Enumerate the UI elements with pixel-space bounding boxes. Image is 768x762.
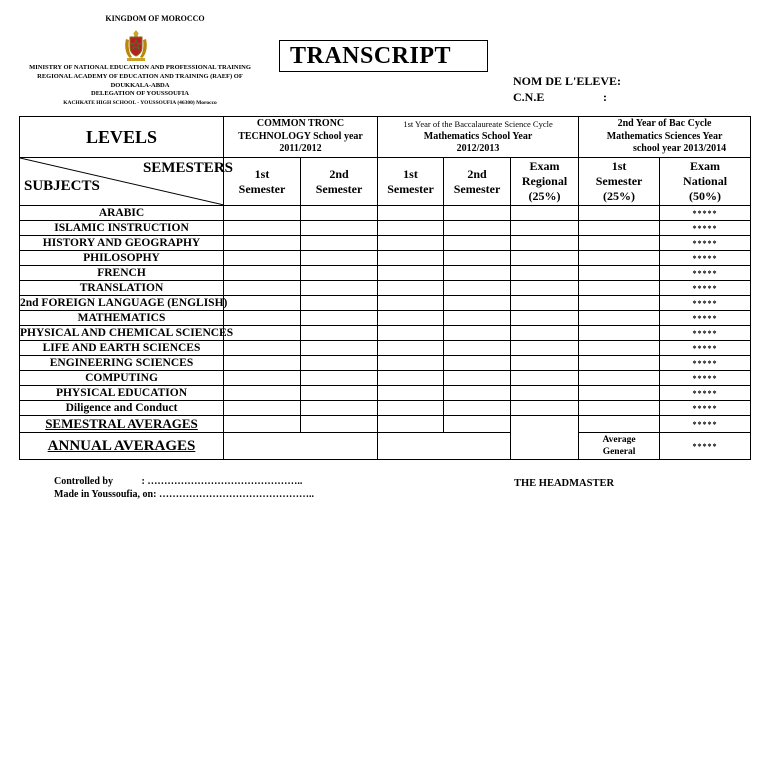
- grade-cell: [301, 296, 378, 311]
- header-g2-exam-word: Exam: [529, 159, 560, 173]
- grade-cell: [579, 401, 660, 416]
- stars-cell: *****: [660, 266, 751, 281]
- average-general-label: [579, 433, 660, 460]
- subject-name: HISTORY AND GEOGRAPHY: [20, 236, 224, 251]
- grade-cell: [301, 251, 378, 266]
- semesters-label: SEMESTERS: [142, 160, 233, 176]
- grade-cell: [444, 236, 511, 251]
- subject-rows: [20, 206, 751, 416]
- grade-cell: [511, 401, 579, 416]
- made-in-label: Made in Youssoufia, on:: [54, 489, 157, 500]
- grade-cell: [579, 251, 660, 266]
- grade-cell: [301, 311, 378, 326]
- grade-cell: [301, 281, 378, 296]
- header-g2-s2-word: Semester: [453, 181, 501, 196]
- grade-cell: [301, 401, 378, 416]
- grade-cell: [378, 311, 444, 326]
- subject-name: FRENCH: [20, 266, 224, 281]
- grade-cell: [511, 326, 579, 341]
- stars-cell: *****: [660, 206, 751, 221]
- grade-cell: [224, 416, 301, 433]
- header-g3-s1-word: Semester: [595, 174, 643, 188]
- subject-row: [20, 281, 751, 296]
- kingdom-title: KINGDOM OF MOROCCO: [105, 14, 205, 23]
- grade-cell: [511, 356, 579, 371]
- student-info: [513, 73, 663, 105]
- grade-cell: [224, 236, 301, 251]
- subject-row: [20, 371, 751, 386]
- header-g3-s1: [579, 158, 660, 206]
- stars-cell: *****: [660, 433, 751, 460]
- header-g3-s1-weight: (25%): [603, 189, 636, 203]
- grade-cell: [301, 416, 378, 433]
- stars-cell: *****: [660, 281, 751, 296]
- subject-row: [20, 326, 751, 341]
- header-g2-s1-word: Semester: [387, 181, 434, 196]
- subject-name: COMPUTING: [20, 371, 224, 386]
- semesters-subjects-corner: [20, 158, 233, 206]
- stars-cell: *****: [660, 236, 751, 251]
- average-general-line2: General: [602, 447, 636, 457]
- level-first-bac: [378, 117, 579, 158]
- stars-cell: *****: [660, 371, 751, 386]
- level-common-tronc-year: 2011/2012: [279, 143, 322, 155]
- level-second-bac-line1: 2nd Year of Bac Cycle: [617, 118, 712, 130]
- annual-average-cell-g2: [378, 433, 511, 460]
- student-name-row: [513, 73, 663, 89]
- subject-row: [20, 311, 751, 326]
- stars-cell: *****: [660, 356, 751, 371]
- grade-cell: [301, 326, 378, 341]
- subject-name: TRANSLATION: [20, 281, 224, 296]
- grade-cell: [301, 356, 378, 371]
- stars-cell: *****: [660, 401, 751, 416]
- headmaster-signature-label: THE HEADMASTER: [514, 478, 615, 489]
- grade-cell: [579, 281, 660, 296]
- grade-cell: [444, 341, 511, 356]
- grade-cell: [224, 206, 301, 221]
- grade-cell: [511, 221, 579, 236]
- grade-cell: [224, 401, 301, 416]
- annual-average-cell-g1: [224, 433, 378, 460]
- academy-line: REGIONAL ACADEMY OF EDUCATION AND TRAINING (RAEF) OF: [37, 72, 243, 80]
- grade-cell: [378, 236, 444, 251]
- header-g2-exam-type: Regional: [521, 174, 568, 188]
- grade-cell: [579, 356, 660, 371]
- subject-row: [20, 386, 751, 401]
- grade-cell: [378, 221, 444, 236]
- grade-cell: [444, 221, 511, 236]
- ministry-block: [10, 64, 270, 108]
- subject-row: [20, 401, 751, 416]
- grade-cell: [444, 386, 511, 401]
- grade-cell: [224, 341, 301, 356]
- subject-row: [20, 221, 751, 236]
- header-g2-s1-num: 1st: [403, 166, 418, 181]
- grade-cell: [579, 236, 660, 251]
- stars-cell: *****: [660, 326, 751, 341]
- grade-cell: [511, 236, 579, 251]
- student-name-label: NOM DE L'ELEVE:: [513, 74, 622, 88]
- stars-cell: *****: [660, 311, 751, 326]
- grade-cell: [579, 371, 660, 386]
- header-g3-exam: [660, 158, 751, 206]
- subjects-label: SUBJECTS: [24, 178, 100, 194]
- grade-cell: [444, 281, 511, 296]
- grade-cell: [224, 311, 301, 326]
- grade-cell: [378, 281, 444, 296]
- stars-cell: *****: [660, 251, 751, 266]
- grade-cell: [224, 356, 301, 371]
- grade-cell: [224, 371, 301, 386]
- grade-cell: [444, 206, 511, 221]
- grade-cell: [378, 266, 444, 281]
- grade-cell: [224, 281, 301, 296]
- subject-name: ISLAMIC INSTRUCTION: [20, 221, 224, 236]
- header-g1-s1-word: Semester: [238, 181, 286, 196]
- grade-cell: [579, 206, 660, 221]
- school-line: KACHKATE HIGH SCHOOL - YOUSSOUFIA (46300) Morocco: [63, 100, 217, 107]
- grade-cell: [224, 251, 301, 266]
- document-title: TRANSCRIPT: [279, 40, 488, 72]
- grade-cell: [579, 326, 660, 341]
- grade-cell: [511, 341, 579, 356]
- grade-cell: [301, 371, 378, 386]
- subject-row: [20, 356, 751, 371]
- subject-name: PHYSICAL EDUCATION: [20, 386, 224, 401]
- grade-cell: [301, 341, 378, 356]
- subject-row: [20, 206, 751, 221]
- average-general-line1: Average: [602, 435, 636, 445]
- grade-cell: [579, 221, 660, 236]
- grade-cell: [378, 326, 444, 341]
- grade-cell: [301, 221, 378, 236]
- level-common-tronc: [224, 117, 378, 158]
- header-g2-s2-num: 2nd: [467, 166, 487, 181]
- stars-cell: *****: [660, 416, 751, 433]
- grade-cell: [378, 251, 444, 266]
- level-second-bac-year: school year 2013/2014: [632, 143, 727, 155]
- grade-cell: [224, 266, 301, 281]
- stars-cell: *****: [660, 296, 751, 311]
- exam-regional-average-cell: [511, 416, 579, 460]
- level-first-bac-year: 2012/2013: [456, 143, 500, 155]
- header-g1-s2-num: 2nd: [329, 166, 349, 181]
- subject-name: PHYSICAL AND CHEMICAL SCIENCES: [20, 326, 234, 339]
- grade-cell: [301, 266, 378, 281]
- header-g1-s1: [224, 158, 301, 206]
- header-g1-s2: [301, 158, 378, 206]
- subject-name: 2nd FOREIGN LANGUAGE (ENGLISH): [20, 296, 228, 309]
- subject-row: [20, 236, 751, 251]
- header-g2-exam: [511, 158, 579, 206]
- grade-cell: [511, 206, 579, 221]
- grade-cell: [511, 296, 579, 311]
- footer-signature-block: [54, 475, 314, 501]
- moroccan-coat-of-arms-icon: [118, 27, 154, 63]
- grade-cell: [579, 296, 660, 311]
- cne-row: [513, 89, 663, 105]
- grade-cell: [511, 281, 579, 296]
- grade-cell: [378, 296, 444, 311]
- subject-row: [20, 266, 751, 281]
- header-g2-s1: [378, 158, 444, 206]
- cne-separator: :: [603, 90, 607, 104]
- grade-cell: [224, 386, 301, 401]
- grade-cell: [579, 311, 660, 326]
- grade-cell: [301, 206, 378, 221]
- cne-label: C.N.E: [513, 90, 545, 104]
- grade-cell: [579, 386, 660, 401]
- grade-cell: [301, 236, 378, 251]
- header-g1-s1-num: 1st: [254, 166, 270, 181]
- stars-cell: *****: [660, 221, 751, 236]
- subject-name: ENGINEERING SCIENCES: [20, 356, 224, 371]
- grade-cell: [301, 386, 378, 401]
- level-first-bac-line1: 1st Year of the Baccalaureate Science Cycle: [403, 119, 553, 130]
- grade-cell: [444, 311, 511, 326]
- grade-cell: [378, 416, 444, 433]
- made-in-row: [54, 488, 314, 501]
- grade-cell: [444, 416, 511, 433]
- grade-cell: [444, 251, 511, 266]
- stars-cell: *****: [660, 386, 751, 401]
- grade-cell: [444, 401, 511, 416]
- grade-cell: [444, 356, 511, 371]
- header-g3-s1-num: 1st: [611, 159, 627, 173]
- grade-cell: [444, 296, 511, 311]
- grade-cell: [444, 326, 511, 341]
- stars-cell: *****: [660, 341, 751, 356]
- subject-name: Diligence and Conduct: [20, 401, 224, 416]
- grade-cell: [224, 326, 301, 341]
- header-g3-exam-type: National: [683, 174, 728, 188]
- annual-averages-row: [20, 433, 751, 460]
- semestral-averages-label: SEMESTRAL AVERAGES: [20, 416, 224, 433]
- header-g2-exam-weight: (25%): [528, 189, 561, 203]
- grade-cell: [511, 266, 579, 281]
- controlled-by-label: Controlled by: [54, 476, 113, 487]
- grade-cell: [378, 401, 444, 416]
- grade-cell: [224, 221, 301, 236]
- subject-row: [20, 296, 751, 311]
- annual-averages-label: ANNUAL AVERAGES: [20, 433, 224, 460]
- grade-cell: [511, 386, 579, 401]
- subject-name: MATHEMATICS: [20, 311, 224, 326]
- grade-cell: [378, 386, 444, 401]
- semesters-header-row: [20, 158, 751, 206]
- level-common-tronc-line2: TECHNOLOGY School year: [238, 130, 363, 142]
- grade-cell: [511, 311, 579, 326]
- header-g2-s2: [444, 158, 511, 206]
- levels-header-row: [20, 117, 751, 158]
- grade-cell: [579, 416, 660, 433]
- header-g3-exam-word: Exam: [690, 159, 721, 173]
- level-second-bac-line2: Mathematics Sciences Year: [606, 130, 723, 142]
- level-first-bac-line2: Mathematics School Year: [423, 130, 533, 142]
- levels-label: LEVELS: [20, 117, 224, 158]
- subject-row: [20, 341, 751, 356]
- grade-cell: [378, 371, 444, 386]
- grade-cell: [444, 371, 511, 386]
- subject-name: PHILOSOPHY: [20, 251, 224, 266]
- semestral-averages-row: [20, 416, 751, 433]
- header-g1-s2-word: Semester: [315, 181, 363, 196]
- grade-cell: [378, 206, 444, 221]
- subject-row: [20, 251, 751, 266]
- grade-cell: [378, 356, 444, 371]
- grade-cell: [579, 266, 660, 281]
- controlled-by-row: [54, 475, 314, 488]
- subject-name: ARABIC: [20, 206, 224, 221]
- grade-cell: [224, 296, 301, 311]
- ministry-line: MINISTRY OF NATIONAL EDUCATION AND PROFESSIONAL TRAINING: [29, 64, 251, 71]
- grade-cell: [511, 371, 579, 386]
- level-common-tronc-line1: COMMON TRONC: [256, 118, 345, 130]
- header-g3-exam-weight: (50%): [689, 189, 722, 203]
- made-in-dots: ………………………………………..: [158, 489, 314, 500]
- level-second-bac: [579, 117, 751, 158]
- delegation-line: DELEGATION OF YOUSSOUFIA: [91, 90, 189, 98]
- grade-cell: [579, 341, 660, 356]
- region-line: DOUKKALA-ABDA: [110, 81, 170, 89]
- grade-cell: [511, 251, 579, 266]
- grade-cell: [378, 341, 444, 356]
- grades-table: [19, 116, 751, 460]
- grade-cell: [444, 266, 511, 281]
- controlled-by-dots: : ………………………………………..: [141, 476, 303, 487]
- subject-name: LIFE AND EARTH SCIENCES: [20, 341, 224, 356]
